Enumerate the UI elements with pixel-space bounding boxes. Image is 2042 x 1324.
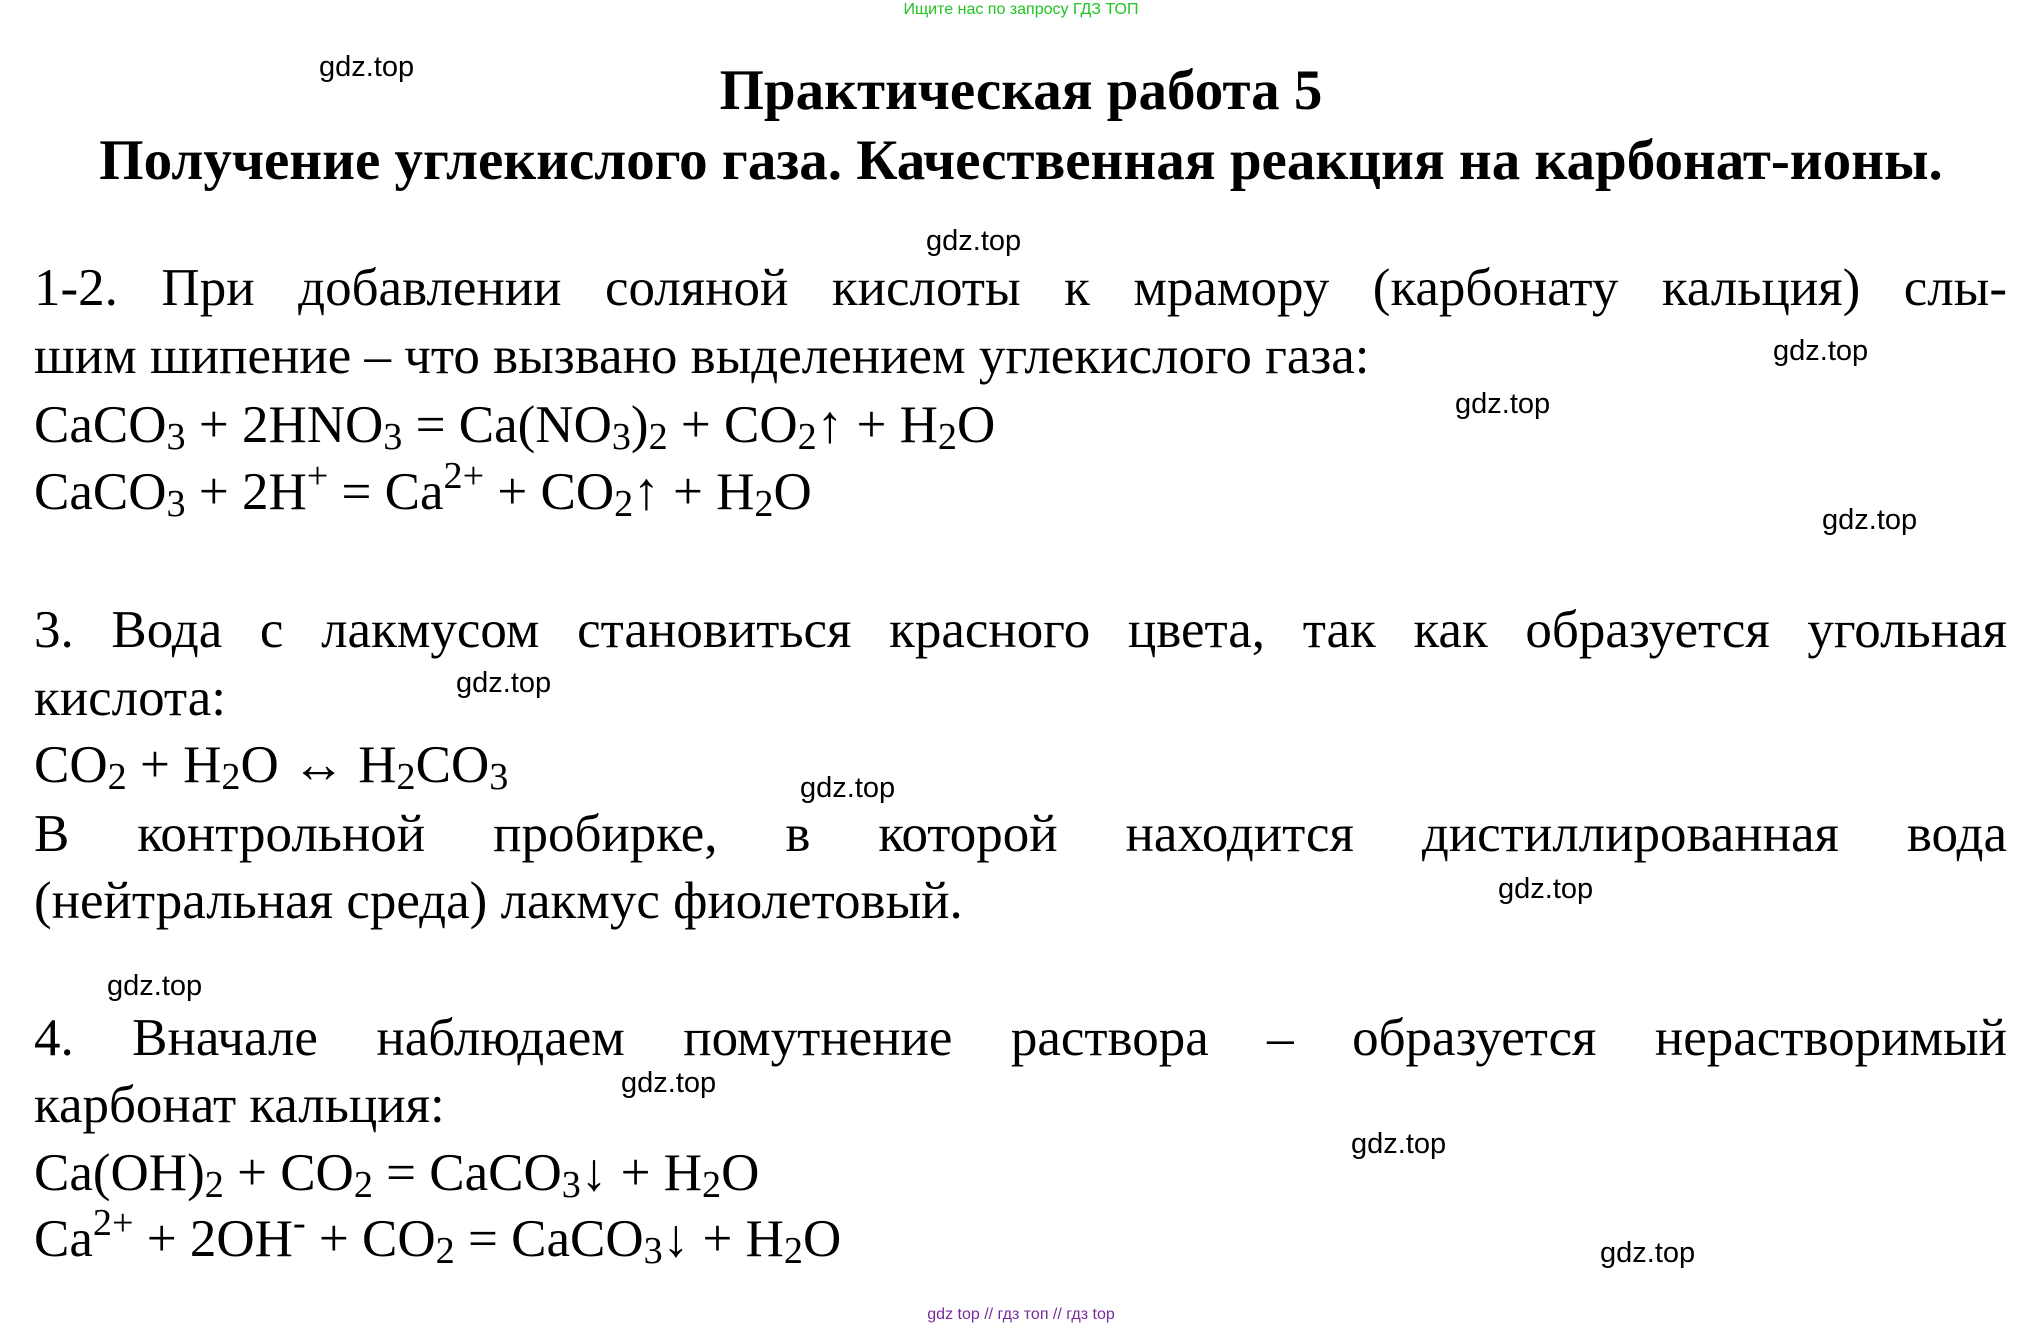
watermark: gdz.top — [926, 225, 1022, 257]
section-1-2-line-2: шим шипение – что вызвано выделением углекислого газа: — [34, 327, 1370, 385]
watermark: gdz.top — [107, 970, 203, 1002]
watermark: gdz.top — [1498, 873, 1594, 905]
section-3-line-1: 3. Вода с лакмусом становиться красного цвета, так как образуется угольная — [34, 601, 2007, 659]
watermark: gdz.top — [800, 772, 896, 804]
page-subtitle: Получение углекислого газа. Качественная реакция на карбонат-ионы. — [99, 129, 1943, 192]
watermark: gdz.top — [456, 667, 552, 699]
watermark: gdz.top — [1455, 388, 1551, 420]
section-3-line-2: кислота: — [34, 669, 226, 727]
watermark: gdz.top — [621, 1067, 717, 1099]
section-4-line-2: карбонат кальция: — [34, 1076, 445, 1134]
equation-ca-oh-ionic: $Ca^{2+} + 2OH^- + CO_2$ = CaCO$_3$↓ + $H_2O$ — [34, 1202, 842, 1272]
equation-caco3-ionic: CaCO$_3$ + $2H^+ = Ca^{2+}$ + $CO_2↑ + H_2O$ — [34, 455, 812, 525]
watermark: gdz.top — [1351, 1128, 1447, 1160]
equation-caco3-hno3: CaCO$_3$ + $2HNO_3 = Ca(NO_3)_2$ + $CO_2↑ + H_2O$ — [34, 396, 996, 458]
section-4-line-1: 4. Вначале наблюдаем помутнение раствора – образуется нерастворимый — [34, 1009, 2007, 1067]
watermark: gdz.top — [1773, 335, 1869, 367]
watermark: gdz.top — [319, 51, 415, 83]
watermark: gdz.top — [1600, 1237, 1696, 1269]
equation-caoh2-co2: $Ca(OH)_2 + CO_2$ = CaCO$_3$↓ + $H_2O$ — [34, 1144, 760, 1206]
top-banner: Ищите нас по запросу ГДЗ ТОП — [903, 1, 1139, 18]
page-title: Практическая работа 5 — [719, 59, 1323, 122]
footer-links: gdz top // гдз топ // гдз top — [927, 1306, 1115, 1323]
section-3-line-4: (нейтральная среда) лакмус фиолетовый. — [34, 872, 963, 930]
watermark: gdz.top — [1822, 504, 1918, 536]
section-1-2-line-1: 1-2. При добавлении соляной кислоты к мрамору (карбонату кальция) слы- — [34, 259, 2007, 317]
section-3-line-3: В контрольной пробирке, в которой находится дистиллированная вода — [34, 805, 2007, 863]
equation-co2-h2o: $CO_2 + H_2O$ ↔ $H_2CO_3$ — [34, 736, 509, 798]
